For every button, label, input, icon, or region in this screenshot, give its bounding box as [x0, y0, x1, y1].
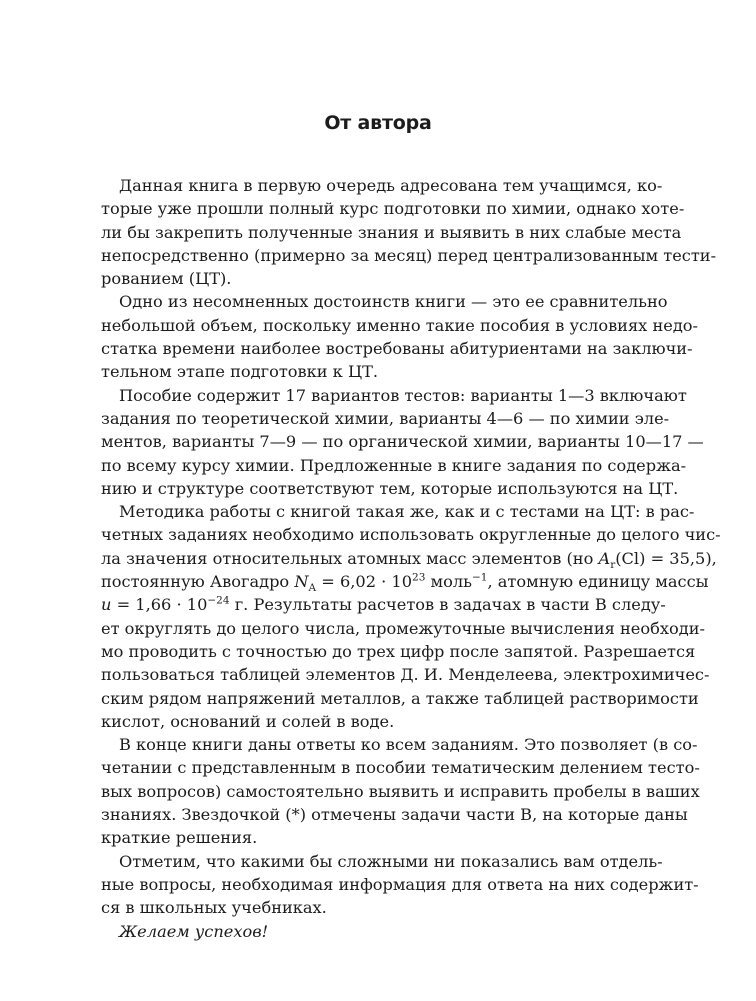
text-line: Желаем успехов!	[119, 921, 269, 941]
text-line: краткие решения.	[101, 828, 258, 848]
text-line: ла значения относительных атомных масс элементов (но $A_r(Cl) = 35,5$),	[101, 548, 717, 571]
text-line: четании с представленным в пособии тематическим делением тесто-	[101, 758, 700, 778]
text-line: ментов, варианты 7—9 — по органической химии, варианты 10—17 —	[101, 432, 704, 452]
text-line: постоянную Авогадро $N_A = 6,02 \cdot 10^{23}$ моль$^{-1}$, атомную единицу массы	[101, 571, 709, 595]
text-line: В конце книги даны ответы ко всем заданиям. Это позволяет (в со-	[119, 735, 698, 755]
text-line: тельном этапе подготовки к ЦТ.	[101, 362, 379, 382]
text-line: нию и структуре соответствуют тем, которые используются на ЦТ.	[101, 478, 679, 498]
page-title: От автора	[324, 112, 432, 134]
paragraph-6	[101, 850, 699, 920]
text-line: кислот, оснований и солей в воде.	[101, 711, 395, 731]
text-line: Одно из несомненных достоинств книги — это ее сравнительно	[119, 292, 668, 312]
text-line: непосредственно (примерно за месяц) перед централизованным тести-	[101, 245, 717, 265]
text-line: четных заданиях необходимо использовать округленные до целого чис-	[101, 525, 721, 545]
text-line: Отметим, что какими бы сложными ни показались вам отдель-	[119, 851, 663, 871]
text-line: Данная книга в первую очередь адресована тем учащимся, ко-	[119, 176, 663, 195]
text-line: рованием (ЦТ).	[101, 269, 232, 289]
text-line: торые уже прошли полный курс подготовки по химии, однако хоте-	[101, 199, 685, 219]
text-line: пользоваться таблицей элементов Д. И. Менделеева, электрохимичес-	[101, 665, 710, 685]
text-line: $u = 1,66 \cdot 10^{-24}$ г. Результаты расчетов в задачах в части В следу-	[101, 594, 666, 615]
closing-wish	[101, 920, 655, 943]
text-line: задания по теоретической химии, варианты 4—6 — по химии эле-	[101, 408, 670, 428]
paragraph-3	[101, 384, 704, 500]
page-body	[101, 112, 721, 943]
paragraph-5	[101, 733, 700, 849]
text-line: ся в школьных учебниках.	[101, 898, 327, 918]
paragraph-2	[101, 290, 699, 383]
text-line: Пособие содержит 17 вариантов тестов: варианты 1—3 включают	[119, 385, 687, 405]
atomic-mass-unit-symbol: u	[101, 595, 112, 615]
relative-mass-symbol: A	[598, 548, 611, 568]
text-line: статка времени наиболее востребованы абитуриентами на заключи-	[101, 339, 693, 359]
text-line: ет округлять до целого числа, промежуточные вычисления необходи-	[101, 618, 705, 638]
text-line: небольшой объем, поскольку именно такие пособия в условиях недо-	[101, 315, 699, 335]
text-line: знаниях. Звездочкой (*) отмечены задачи части В, на которые даны	[101, 805, 688, 825]
text-line: ским рядом напряжений металлов, а также таблицей растворимости	[101, 688, 699, 708]
text-line: вых вопросов) самостоятельно выявить и исправить пробелы в ваших	[101, 781, 700, 801]
paragraph-1	[101, 174, 717, 290]
text-line: ные вопросы, необходимая информация для ответа на них содержит-	[101, 874, 699, 894]
avogadro-symbol: N	[294, 572, 309, 592]
text-line: мо проводить с точностью до трех цифр после запятой. Разрешается	[101, 641, 696, 661]
text-line: Методика работы с книгой такая же, как и с тестами на ЦТ: в рас-	[119, 502, 695, 522]
paragraph-4	[101, 500, 721, 733]
text-line: по всему курсу химии. Предложенные в книге задания по содержа-	[101, 455, 687, 475]
text-line: ли бы закрепить полученные знания и выявить в них слабые места	[101, 222, 682, 242]
